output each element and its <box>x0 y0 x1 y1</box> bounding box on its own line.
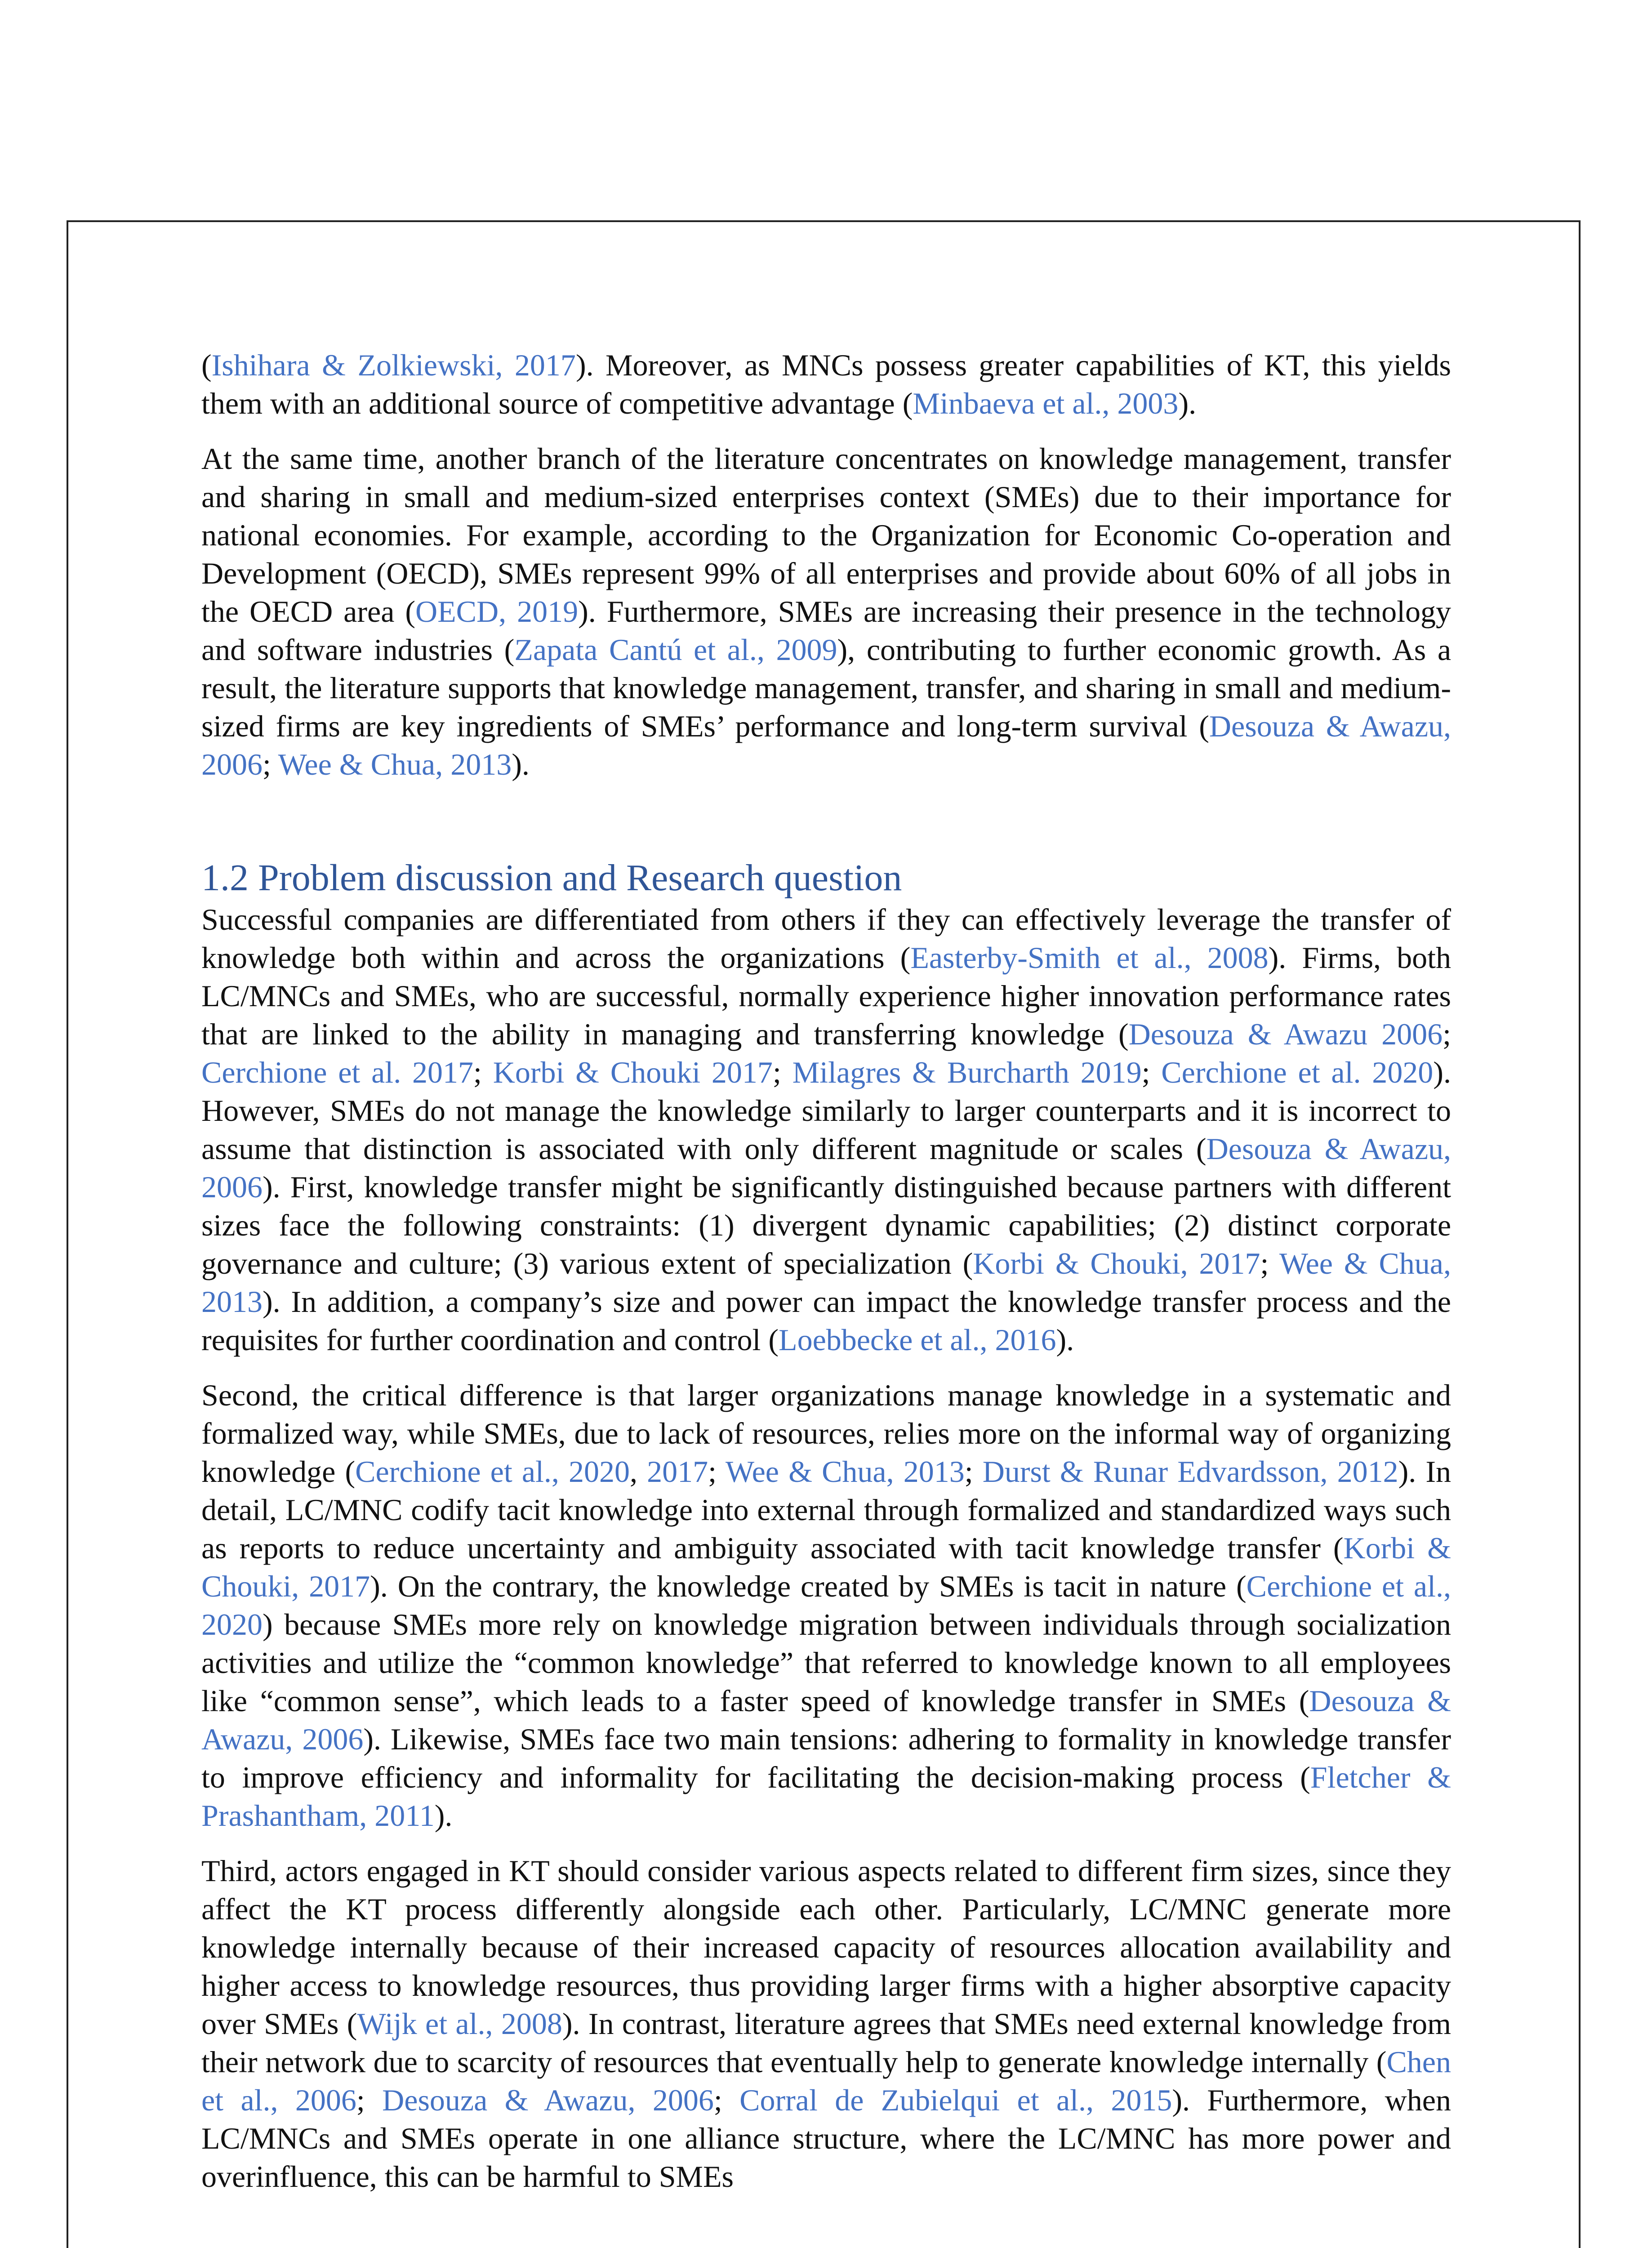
citation-link[interactable]: Desouza & Awazu, 2006 <box>201 1684 1451 1756</box>
text: ). Firms, both LC/MNCs and SMEs, who are successful, normally experience higher innovation performance rates that are linked to the ability in managing and transferring knowledge ( <box>201 941 1451 1051</box>
text: ). In detail, LC/MNC codify tacit knowledge into external through formalized and standardized ways such as reports to reduce uncertainty and ambiguity associated with tacit knowledge transfer ( <box>201 1454 1451 1565</box>
text: ). Furthermore, SMEs are increasing their presence in the technology and software industries ( <box>201 594 1452 667</box>
text: ). Furthermore, when LC/MNCs and SMEs operate in one alliance structure, where the LC/MNC has more power and overinfluence, this can be harmful to SMEs <box>201 2083 1451 2194</box>
citation-link[interactable]: Desouza & Awazu, 2006 <box>382 2083 714 2117</box>
citation-link[interactable]: Desouza & Awazu 2006 <box>1128 1017 1443 1051</box>
text: ). In addition, a company’s size and power can impact the knowledge transfer process and the requisites for further coordination and control ( <box>201 1285 1451 1357</box>
paragraph-third-difference <box>201 1852 1451 2196</box>
citation-link[interactable]: Desouza & Awazu, 2006 <box>201 1132 1452 1204</box>
text: ). <box>1178 386 1197 420</box>
citation-link[interactable]: Fletcher & Prashantham, 2011 <box>201 1760 1452 1833</box>
citation-link[interactable]: Ishihara & Zolkiewski, 2017 <box>211 348 576 382</box>
citation-link[interactable]: Loebbecke et al., 2016 <box>779 1323 1056 1357</box>
citation-link[interactable]: Zapata Cantú et al., 2009 <box>514 633 837 667</box>
text: ( <box>201 348 212 382</box>
text: ). <box>512 747 530 781</box>
text: ). However, SMEs do not manage the knowledge similarly to larger counterparts and it is incorrect to assume that distinction is associated with only different magnitude or scales ( <box>201 1055 1451 1166</box>
paragraph-second-difference <box>201 1376 1451 1835</box>
text: ). <box>434 1798 453 1833</box>
paragraph-problem-discussion <box>201 901 1451 1359</box>
paragraph-sme-literature <box>201 440 1451 784</box>
citation-link[interactable]: Korbi & Chouki, 2017 <box>973 1246 1260 1280</box>
text: ; <box>473 1055 493 1089</box>
citation-link[interactable]: Corral de Zubielqui et al., 2015 <box>739 2083 1172 2117</box>
text: ; <box>1443 1017 1451 1051</box>
citation-link[interactable]: Desouza & Awazu, 2006 <box>201 709 1452 781</box>
text: ; <box>708 1454 726 1489</box>
text: Second, the critical difference is that larger organizations manage knowledge in a systematic and formalized way, while SMEs, due to lack of resources, relies more on the informal way of organizing knowledge ( <box>201 1378 1451 1489</box>
text: ; <box>263 747 278 781</box>
citation-link[interactable]: Milagres & Burcharth 2019 <box>792 1055 1142 1089</box>
paragraph-intro-end <box>201 346 1451 423</box>
section-heading: 1.2 Problem discussion and Research question <box>201 857 902 899</box>
citation-link[interactable]: Minbaeva et al., 2003 <box>913 386 1179 420</box>
text: , <box>630 1454 647 1489</box>
page-content <box>201 346 1451 2213</box>
citation-link[interactable]: Korbi & Chouki, 2017 <box>201 1531 1451 1603</box>
citation-link[interactable]: Cerchione et al. 2020 <box>1161 1055 1434 1089</box>
text: ), contributing to further economic growth. As a result, the literature supports that knowledge management, transfer, and sharing in small and medium-sized firms are key ingredients of SMEs’ performance and long-term survival ( <box>201 633 1452 743</box>
citation-link[interactable]: Wee & Chua, 2013 <box>278 747 512 781</box>
citation-link[interactable]: Chen et al., 2006 <box>201 2045 1451 2117</box>
text: ). On the contrary, the knowledge created by SMEs is tacit in nature ( <box>370 1569 1247 1603</box>
citation-link[interactable]: Wee & Chua, 2013 <box>725 1454 965 1489</box>
text: ). Likewise, SMEs face two main tensions: adhering to formality in knowledge transfer to improve efficiency and informality for facilitating the decision-making process ( <box>201 1722 1451 1794</box>
text: At the same time, another branch of the literature concentrates on knowledge management, transfer and sharing in small and medium-sized enterprises context (SMEs) due to their importance for national economies. For example, according to the Organization for Economic Co-operation and Development (OECD), SMEs represent 99% of all enterprises and provide about 60% of all jobs in the OECD area ( <box>201 442 1451 629</box>
text: ; <box>1260 1246 1279 1280</box>
citation-link[interactable]: Easterby-Smith et al., 2008 <box>910 941 1269 975</box>
citation-link[interactable]: Cerchione et al. 2017 <box>201 1055 474 1089</box>
citation-link[interactable]: Cerchione et al., 2020 <box>201 1569 1451 1641</box>
citation-link[interactable]: Wijk et al., 2008 <box>357 2007 562 2041</box>
text: ). First, knowledge transfer might be significantly distinguished because partners with different sizes face the following constraints: (1) divergent dynamic capabilities; (2) distinct corporate governance and culture; (3) various extent of specialization ( <box>201 1170 1451 1280</box>
citation-link[interactable]: Wee & Chua, 2013 <box>201 1246 1451 1319</box>
text: ). <box>1056 1323 1074 1357</box>
citation-link[interactable]: Korbi & Chouki 2017 <box>493 1055 773 1089</box>
text: Third, actors engaged in KT should consider various aspects related to different firm sizes, since they affect the KT process differently alongside each other. Particularly, LC/MNC generate more knowledge internally because of their increased capacity of resources allocation availability and higher access to knowledge resources, thus providing larger firms with a higher absorptive capacity over SMEs ( <box>201 1854 1451 2041</box>
citation-link[interactable]: 2017 <box>647 1454 708 1489</box>
text: ). Moreover, as MNCs possess greater capabilities of KT, this yields them with an additional source of competitive advantage ( <box>201 348 1452 420</box>
text: ). In contrast, literature agrees that SMEs need external knowledge from their network due to scarcity of resources that eventually help to generate knowledge internally ( <box>201 2007 1451 2079</box>
text: ; <box>356 2083 383 2117</box>
citation-link[interactable]: Durst & Runar Edvardsson, 2012 <box>982 1454 1398 1489</box>
text: Successful companies are differentiated from others if they can effectively leverage the transfer of knowledge both within and across the organizations ( <box>201 902 1451 975</box>
text: ) because SMEs more rely on knowledge migration between individuals through socialization activities and utilize the “common knowledge” that referred to knowledge known to all employees like “common sense”, which leads to a faster speed of knowledge transfer in SMEs ( <box>201 1607 1451 1718</box>
citation-link[interactable]: Cerchione et al., 2020 <box>355 1454 630 1489</box>
text: ; <box>1141 1055 1162 1089</box>
text: ; <box>772 1055 793 1089</box>
text: ; <box>713 2083 740 2117</box>
citation-link[interactable]: OECD, 2019 <box>415 594 579 629</box>
text: ; <box>964 1454 983 1489</box>
